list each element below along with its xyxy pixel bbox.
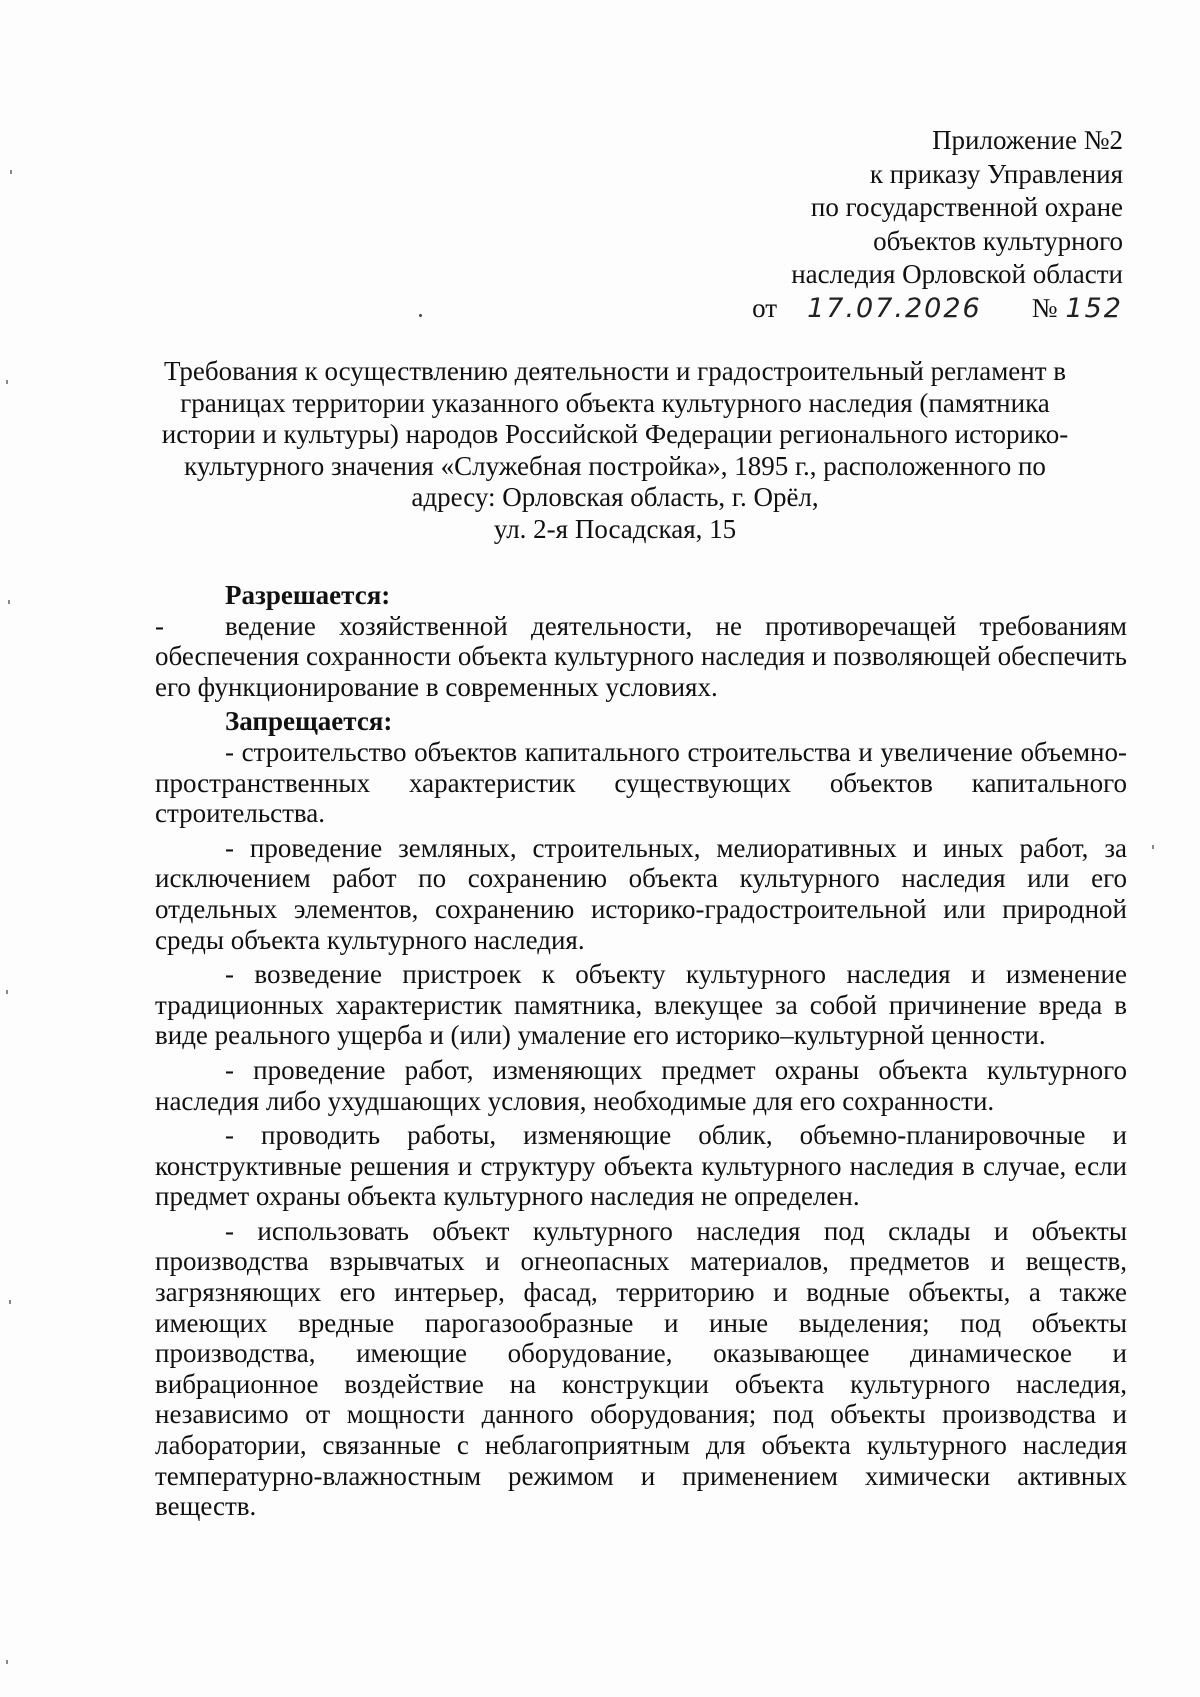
title-line: Требования к осуществлению деятельности и градостроительный регламент в [163, 356, 1067, 386]
scan-speck [1152, 845, 1154, 849]
prohibited-item: - строительство объектов капитального строительства и увеличение объемно-пространственных характеристик существующих объектов капитального строительства. [155, 736, 1127, 829]
scan-speck [6, 990, 8, 994]
prohibited-item: - использовать объект культурного наследия под склады и объекты производства взрывчатых и огнеопасных материалов, предметов и веществ, загрязняющих его интерьер, фасад, территорию и водные объекты, а также имеющих вредные парогазообразные и иные выделения; под объекты производства, имеющие оборудование, оказывающее динамическое и вибрационное воздействие на конструкции объекта культурного наследия, независимо от мощности данного оборудования; под объекты производства и лаборатории, связанные с неблагоприятным для объекта культурного наследия температурно-влажностным режимом и применением химически активных веществ. [155, 1215, 1127, 1522]
scan-speck [6, 380, 8, 384]
title-line: истории и культуры) народов Российской Федерации регионального историко- [161, 419, 1069, 450]
title-line: ул. 2-я Посадская, 15 [493, 513, 737, 544]
allowed-item [155, 611, 1127, 703]
title-line: культурного значения «Служебная постройка», 1895 г., расположенного по [184, 450, 1046, 481]
order-date: 17.07.2026 [807, 292, 982, 324]
from-label: от [752, 292, 778, 323]
document-title [130, 356, 1100, 546]
title-line: границах территории указанного объекта культурного наследия (памятника [180, 387, 1050, 418]
scan-speck [6, 1660, 8, 1664]
prohibited-item: - проведение работ, изменяющих предмет охраны объекта культурного наследия либо ухудшающих условия, необходимые для его сохранности. [155, 1054, 1127, 1116]
number-label: № [1031, 292, 1058, 323]
order-reference [752, 292, 1123, 326]
header-line: объектов культурного [873, 225, 1123, 256]
title-line: адресу: Орловская область, г. Орёл, [411, 482, 819, 513]
allowed-text: ведение хозяйственной деятельности, не противоречащей требованиям обеспечения сохранности объекта культурного наследия и позволяющей обеспечить его функционирование в современных условиях. [155, 610, 1127, 702]
allowed-heading: Разрешается: [225, 580, 391, 610]
scan-speck [9, 1300, 11, 1304]
list-dash: - [155, 610, 164, 641]
prohibited-heading: Запрещается: [225, 706, 393, 737]
scan-speck [8, 600, 10, 604]
document-body [155, 580, 1127, 1526]
header-line: Приложение №2 [932, 125, 1123, 155]
scan-mark [419, 314, 422, 317]
appendix-header [752, 124, 1123, 325]
header-line: к приказу Управления [869, 158, 1123, 189]
prohibited-item: - проводить работы, изменяющие облик, объемно-планировочные и конструктивные решения и структуру объекта культурного наследия в случае, если предмет охраны объекта культурного наследия не определен. [155, 1120, 1127, 1212]
scan-speck [10, 170, 12, 174]
prohibited-item: - возведение пристроек к объекту культурного наследия и изменение традиционных характеристик памятника, влекущее за собой причинение вреда в виде реального ущерба и (или) умаление его историко–культурной ценности. [155, 959, 1127, 1051]
prohibited-item: - проведение земляных, строительных, мелиоративных и иных работ, за исключением работ по сохранению объекта культурного наследия или его отдельных элементов, сохранению историко-градостроительной или природной среды объекта культурного наследия. [155, 832, 1127, 955]
header-line: по государственной охране [810, 192, 1123, 222]
order-number: 152 [1065, 292, 1123, 324]
header-line: наследия Орловской области [791, 259, 1123, 289]
